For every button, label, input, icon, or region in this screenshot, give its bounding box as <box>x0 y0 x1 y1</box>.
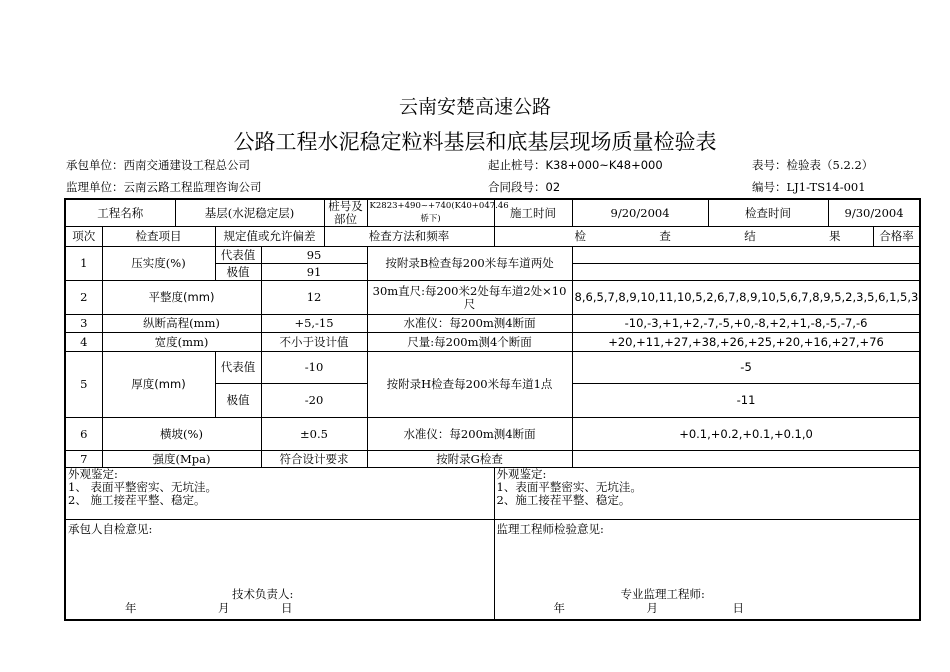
row-result: -11 <box>572 384 920 418</box>
col-header-spec: 规定值或允许偏差 <box>215 227 324 247</box>
project-name: 基层(水泥稳定层) <box>175 199 324 227</box>
table-row <box>65 281 920 315</box>
column-header-row <box>65 227 920 247</box>
table-row <box>65 333 920 352</box>
col-header-method: 检查方法和频率 <box>324 227 494 247</box>
row-no: 3 <box>65 315 102 333</box>
appearance-left-title: 外观鉴定: <box>68 467 118 481</box>
table-row <box>65 352 920 384</box>
row-method: 水准仪：每200m测4断面 <box>367 315 572 333</box>
row-method: 30m直尺:每200米2处每车道2处×10尺 <box>367 281 572 315</box>
date-month-label: 月 <box>218 601 230 615</box>
row-item: 压实度(%) <box>102 247 215 281</box>
contractor-opinion-title: 承包人自检意见: <box>68 522 153 536</box>
row-sub-label: 极值 <box>215 264 261 281</box>
appearance-right-title: 外观鉴定: <box>496 467 547 481</box>
row-spec: -20 <box>261 384 367 418</box>
col-header-result-char: 检 <box>574 229 587 243</box>
table-row <box>65 451 920 468</box>
row-result: -5 <box>572 352 920 384</box>
supervising-engineer-label: 专业监理工程师: <box>620 587 705 601</box>
row-sub-label: 代表值 <box>215 352 261 384</box>
construction-time: 9/20/2004 <box>572 199 708 227</box>
row-spec: -10 <box>261 352 367 384</box>
date-year-label: 年 <box>553 601 566 615</box>
form-title: 公路工程水泥稳定粒料基层和底基层现场质量检验表 <box>233 130 717 154</box>
row-method: 按附录G检查 <box>367 451 572 468</box>
row-no: 5 <box>65 352 102 418</box>
row-no: 6 <box>65 418 102 451</box>
date-year-label: 年 <box>125 601 137 615</box>
inspection-time: 9/30/2004 <box>828 199 920 227</box>
row-no: 1 <box>65 247 102 281</box>
col-header-item: 检查项目 <box>102 227 215 247</box>
col-header-result-char: 查 <box>659 229 671 243</box>
form-number: 表号：检验表（5.2.2） <box>752 158 874 172</box>
row-result: 8,6,5,7,8,9,10,11,10,5,2,6,7,8,9,10,5,6,7,8,9,5,2,3,5,6,1,5,3 <box>572 281 920 315</box>
col-header-result-char: 结 <box>744 229 756 243</box>
technical-lead-label: 技术负责人: <box>232 587 294 601</box>
contractor-opinion <box>65 520 494 620</box>
contractor-info: 承包单位：西南交通建设工程总公司 <box>66 158 250 172</box>
supervisor-info: 监理单位：云南云路工程监理咨询公司 <box>66 180 262 194</box>
row-item: 宽度(mm) <box>102 333 261 352</box>
row-item: 厚度(mm) <box>102 352 215 418</box>
row-no: 4 <box>65 333 102 352</box>
stake-range-info: 起止桩号：K38+000~K48+000 <box>488 158 663 172</box>
inspection-table <box>64 198 921 621</box>
col-header-result-char: 果 <box>829 229 841 243</box>
table-row <box>65 315 920 333</box>
appearance-left-line: 1、 表面平整密实、无坑洼。 <box>68 480 217 494</box>
appearance-left-line: 2、 施工接茬平整、稳定。 <box>68 493 206 507</box>
row-spec: 不小于设计值 <box>261 333 367 352</box>
row-spec: +5,-15 <box>261 315 367 333</box>
table-row <box>65 247 920 264</box>
col-header-pass-rate: 合格率 <box>873 227 920 247</box>
inspection-time-label: 检查时间 <box>708 199 828 227</box>
row-method: 水准仪：每200m测4断面 <box>367 418 572 451</box>
row-spec: 12 <box>261 281 367 315</box>
row-sub-label: 代表值 <box>215 247 261 264</box>
construction-time-label: 施工时间 <box>494 199 572 227</box>
opinion-row <box>65 520 920 620</box>
supervisor-opinion-title: 监理工程师检验意见: <box>496 522 604 536</box>
row-item: 纵断高程(mm) <box>102 315 261 333</box>
supervisor-opinion <box>494 520 920 620</box>
row-method: 按附录B检查每200米每车道两处 <box>367 247 572 281</box>
serial-number: 编号：LJ1-TS14-001 <box>752 180 866 194</box>
appearance-left <box>65 468 494 520</box>
row-spec: 符合设计要求 <box>261 451 367 468</box>
row-result: +20,+11,+27,+38,+26,+25,+20,+16,+27,+76 <box>572 333 920 352</box>
date-day-label: 日 <box>281 601 293 615</box>
row-no: 7 <box>65 451 102 468</box>
date-month-label: 月 <box>646 601 659 615</box>
row-method: 按附录H检查每200米每车道1点 <box>367 352 572 418</box>
row-no: 2 <box>65 281 102 315</box>
contract-section-info: 合同段号：02 <box>488 180 561 194</box>
col-header-no: 项次 <box>65 227 102 247</box>
date-day-label: 日 <box>732 601 745 615</box>
document-title: 云南安楚高速公路 <box>398 96 551 118</box>
row-method: 尺量:每200m测4个断面 <box>367 333 572 352</box>
row-spec: 91 <box>261 264 367 281</box>
stake-label: 桩号及部位 <box>324 199 367 227</box>
row-item: 横坡(%) <box>102 418 261 451</box>
row-item: 平整度(mm) <box>102 281 261 315</box>
row-result: -10,-3,+1,+2,-7,-5,+0,-8,+2,+1,-8,-5,-7,-6 <box>572 315 920 333</box>
table-row <box>65 418 920 451</box>
appearance-right <box>494 468 920 520</box>
appearance-right-line: 1、表面平整密实、无坑洼。 <box>496 480 642 494</box>
row-item: 强度(Mpa) <box>102 451 261 468</box>
appearance-row <box>65 468 920 520</box>
row-spec: ±0.5 <box>261 418 367 451</box>
row-result <box>572 264 920 281</box>
appearance-right-line: 2、施工接茬平整、稳定。 <box>496 493 631 507</box>
col-header-result <box>494 227 873 247</box>
row-result <box>572 451 920 468</box>
row-result: +0.1,+0.2,+0.1,+0.1,0 <box>572 418 920 451</box>
row-spec: 95 <box>261 247 367 264</box>
project-name-label: 工程名称 <box>65 199 175 227</box>
meta-row <box>65 199 920 227</box>
row-result <box>572 247 920 264</box>
row-sub-label: 极值 <box>215 384 261 418</box>
stake-value: K2823+490~+740(K40+047.46桥下) <box>367 199 494 227</box>
